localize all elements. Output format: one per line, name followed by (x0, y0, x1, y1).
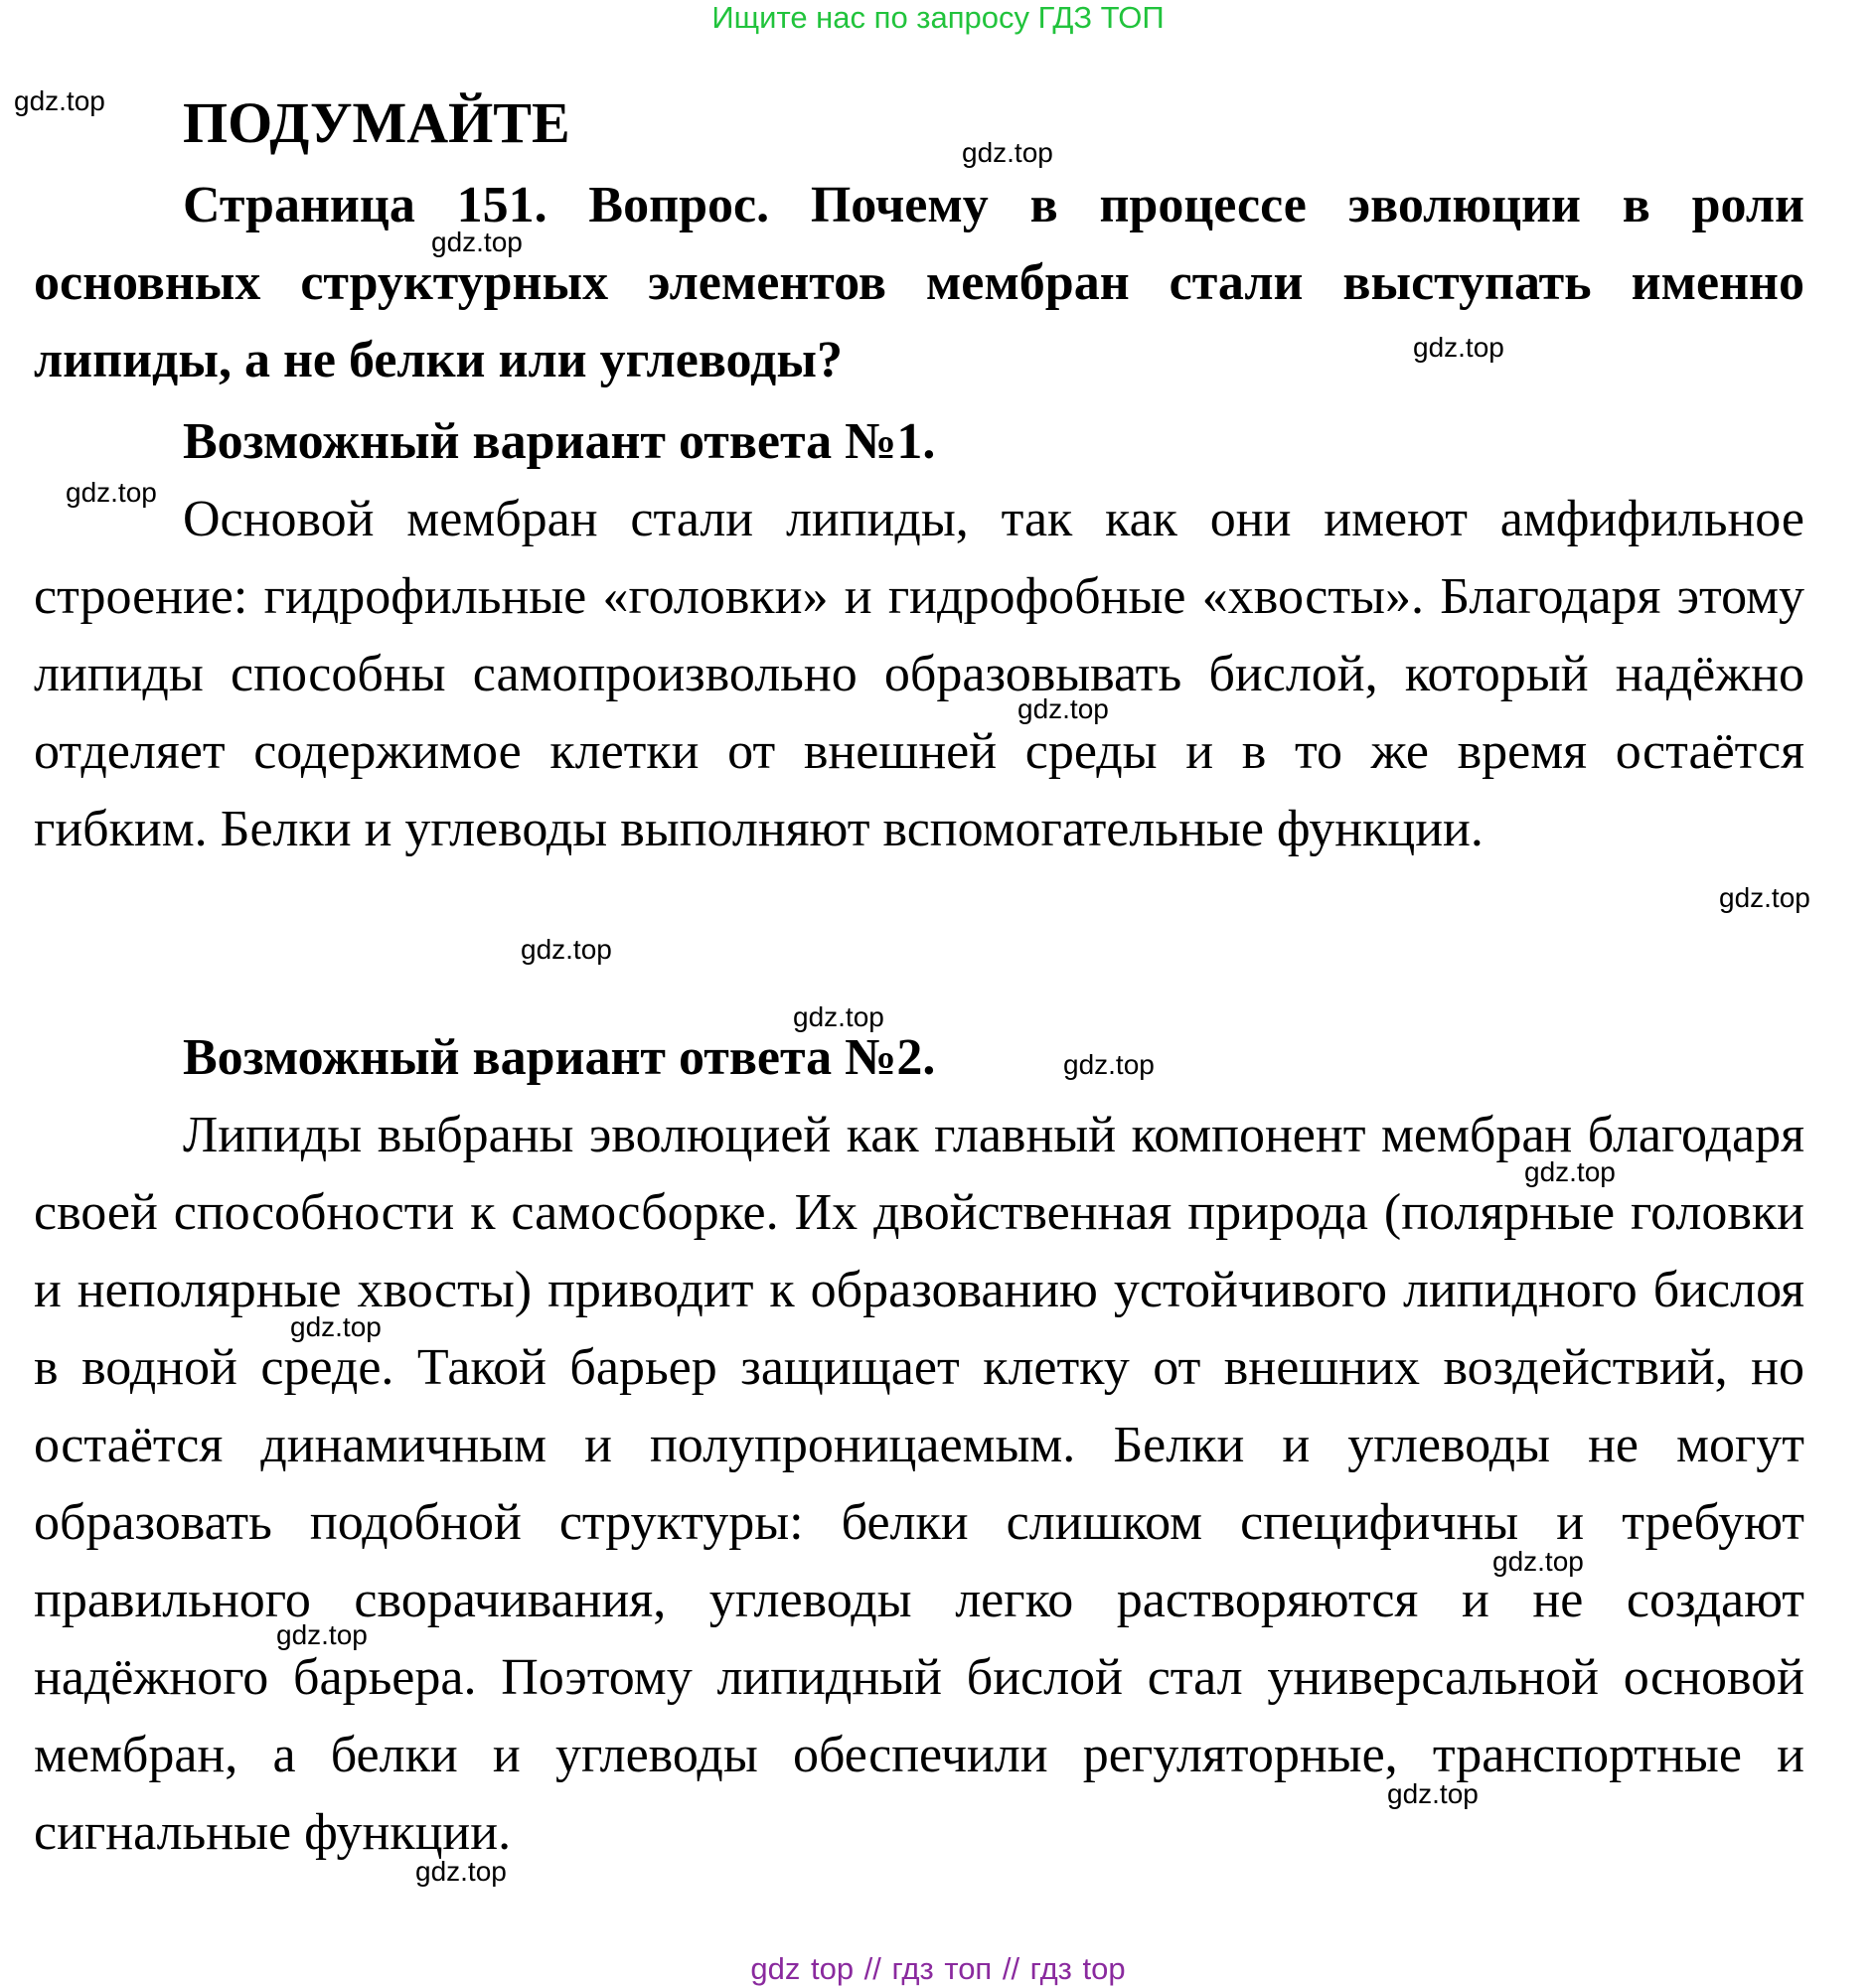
watermark: gdz.top (14, 85, 105, 116)
answer-2-text: Липиды выбраны эволюцией как главный компонент мембран благодаря своей способности к самосборке. Их двойственная природа (полярные головки и неполярные хвосты) приводит к образованию устойчивого липидного бислоя в водной среде. Такой барьер защищает клетку от внешних воздействий, но остаётся динамичным и полупроницаемым. Белки и углеводы не могут образовать подобной структуры: белки слишком специфичны и требуют правильного сворачивания, углеводы легко растворяются и не создают надёжного барьера. Поэтому липидный бислой стал универсальной основой мембран, а белки и углеводы обеспечили регуляторные, транспортные и сигнальные функции. (34, 1107, 1804, 1861)
question-text: Страница 151. Вопрос. Почему в процессе эволюции в роли основных структурных элементов мембран стали выступать именно липиды, а не белки или углеводы? (34, 177, 1804, 388)
watermark: gdz.top (962, 137, 1053, 168)
watermark: gdz.top (66, 477, 157, 508)
watermark: gdz.top (431, 227, 523, 257)
answer-1-text: Основой мембран стали липиды, так как они имеют амфифильное строение: гидрофильные «головки» и гидрофобные «хвосты». Благодаря этому липиды способны самопроизвольно образовывать бислой, который надёжно отделяет содержимое клетки от внешней среды и в то же время остаётся гибким. Белки и углеводы выполняют вспомогательные функции. (34, 491, 1804, 857)
watermark: gdz.top (1017, 693, 1109, 724)
watermark: gdz.top (415, 1856, 507, 1887)
footer-links[interactable]: gdz top // гдз топ // гдз top (750, 1951, 1126, 1986)
watermark: gdz.top (290, 1311, 382, 1342)
watermark: gdz.top (521, 934, 612, 965)
watermark: gdz.top (276, 1619, 368, 1650)
answer-2-title: Возможный вариант ответа №2. (183, 1029, 936, 1086)
watermark: gdz.top (793, 1001, 884, 1032)
watermark: gdz.top (1413, 332, 1504, 363)
watermark: gdz.top (1063, 1049, 1155, 1080)
answer-1-title: Возможный вариант ответа №1. (183, 413, 936, 470)
watermark: gdz.top (1387, 1778, 1479, 1809)
top-banner[interactable]: Ищите нас по запросу ГДЗ ТОП (711, 0, 1165, 35)
page-heading: ПОДУМАЙТЕ (183, 90, 570, 155)
watermark: gdz.top (1524, 1156, 1616, 1187)
watermark: gdz.top (1492, 1546, 1584, 1577)
watermark: gdz.top (1719, 882, 1810, 913)
